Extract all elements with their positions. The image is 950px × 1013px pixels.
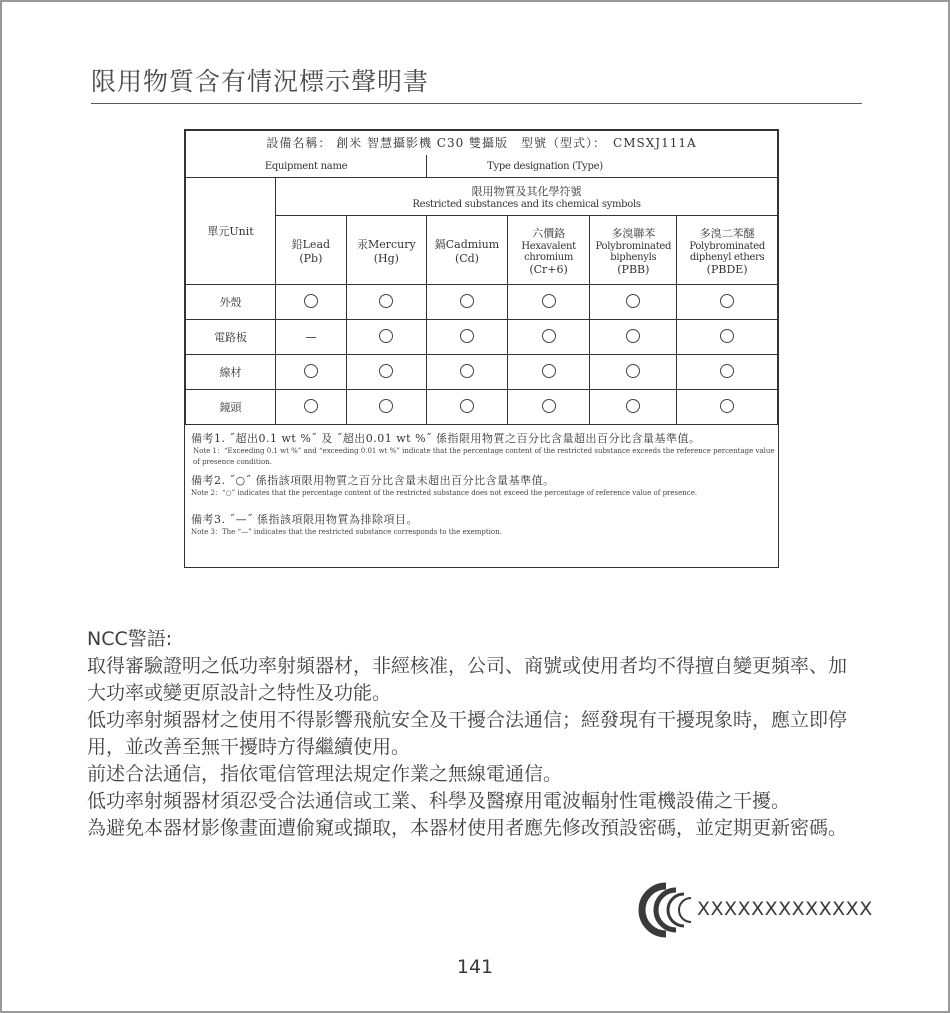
note-3-cn: 備考3. ˝—˝ 係指該項限用物質為排除項目。 (191, 513, 418, 526)
title-divider (91, 103, 862, 104)
circle-mark (460, 294, 474, 308)
restricted-substances-header: 限用物質及其化學符號 Restricted substances and its chemical symbols (276, 178, 778, 216)
note-1-en: Note 1：“Exceeding 0.1 wt %” and “exceeding 0.01 wt %” indicate that the percentage content of the restricted substance exceeds the reference percentage value of presence condition. (193, 447, 775, 466)
substances-grid (185, 130, 778, 425)
col-chromium: 六價鉻 Hexavalent chromium (Cr+6) (507, 216, 590, 285)
dash-mark (306, 337, 316, 338)
note-2-en: Note 2：“○” indicates that the percentage content of the restricted substance does not exceed the percentage of reference value of presence. (191, 489, 698, 497)
row-unit: 線材 (186, 355, 276, 390)
ncc-logo-icon (636, 880, 696, 940)
circle-mark (542, 399, 556, 413)
note-1-cn: 備考1. ˝超出0.1 wt %˝ 及 ˝超出0.01 wt %˝ 係指限用物質之百分比含量超出百分比含量基準值。 (191, 432, 701, 445)
circle-mark (720, 294, 734, 308)
circle-mark (542, 364, 556, 378)
circle-mark (460, 329, 474, 343)
circle-mark (626, 329, 640, 343)
circle-mark (720, 329, 734, 343)
page-title: 限用物質含有情況標示聲明書 (91, 67, 430, 96)
circle-mark (379, 364, 393, 378)
ncc-code: XXXXXXXXXXXXX (697, 898, 873, 920)
circle-mark (626, 294, 640, 308)
table-row (186, 390, 778, 425)
circle-mark (304, 399, 318, 413)
ncc-paragraph: 為避免本器材影像畫面遭偷窺或擷取，本器材使用者應先修改預設密碼，並定期更新密碼。 (87, 817, 848, 839)
circle-mark (379, 329, 393, 343)
col-cadmium: 鎘Cadmium (Cd) (427, 216, 508, 285)
note-2-cn: 備考2. ˝○˝ 係指該項限用物質之百分比含量未超出百分比含量基準值。 (191, 474, 555, 487)
col-pbb: 多溴聯苯 Polybrominated biphenyls (PBB) (590, 216, 677, 285)
type-designation: Type designation (Type) (427, 155, 778, 178)
table-row (186, 355, 778, 390)
col-mercury: 汞Mercury (Hg) (346, 216, 427, 285)
equipment-name-cn: 設備名稱： 創米 智慧攝影機 C30 雙攝版 型號（型式）： CMSXJ111A (186, 131, 778, 155)
ncc-paragraph: 低功率射頻器材須忍受合法通信或工業、科學及醫療用電波輻射性電機設備之干擾。 (87, 790, 791, 812)
circle-mark (304, 364, 318, 378)
circle-mark (460, 364, 474, 378)
circle-mark (720, 364, 734, 378)
ncc-heading: NCC警語: (87, 628, 173, 650)
circle-mark (304, 294, 318, 308)
restricted-substances-table (184, 129, 779, 568)
circle-mark (626, 399, 640, 413)
table-row (186, 320, 778, 355)
table-notes (191, 430, 776, 538)
circle-mark (720, 399, 734, 413)
circle-mark (379, 399, 393, 413)
unit-header: 單元Unit (186, 178, 276, 285)
row-unit: 鏡頭 (186, 390, 276, 425)
circle-mark (542, 294, 556, 308)
col-pbde: 多溴二苯醚 Polybrominated diphenyl ethers (PBDE) (677, 216, 778, 285)
circle-mark (542, 329, 556, 343)
col-lead: 鉛Lead (Pb) (276, 216, 346, 285)
row-unit: 外殼 (186, 285, 276, 320)
page-number: 141 (456, 956, 494, 978)
ncc-paragraph: 取得審驗證明之低功率射頻器材，非經核准，公司、商號或使用者均不得擅自變更頻率、加大功率或變更原設計之特性及功能。 (87, 655, 848, 704)
ncc-warning (87, 626, 862, 842)
ncc-paragraph: 前述合法通信，指依電信管理法規定作業之無線電通信。 (87, 763, 563, 785)
note-3-en: Note 3：The “—” indicates that the restricted substance corresponds to the exemption. (191, 528, 502, 536)
circle-mark (379, 294, 393, 308)
table-row (186, 285, 778, 320)
ncc-paragraph: 低功率射頻器材之使用不得影響飛航安全及干擾合法通信；經發現有干擾現象時，應立即停用，並改善至無干擾時方得繼續使用。 (87, 709, 848, 758)
circle-mark (626, 364, 640, 378)
row-unit: 電路板 (186, 320, 276, 355)
equipment-name-en: Equipment name (186, 155, 427, 178)
circle-mark (460, 399, 474, 413)
